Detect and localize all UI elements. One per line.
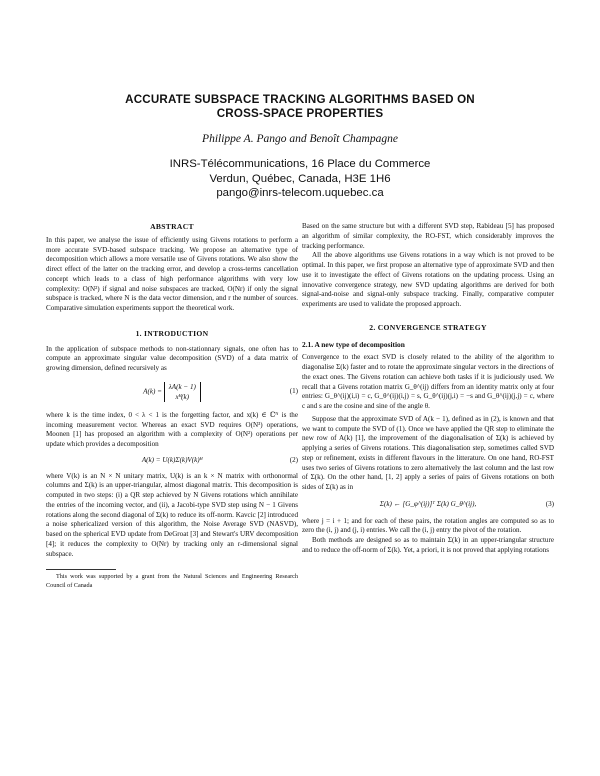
intro-paragraph-2: where k is the time index, 0 < λ < 1 is the forgetting factor, and x(k) ∈ ℂᴺ is the incoming measurement vector. Whereas an exact SVD requires O(N³) operations, Moonen [1] has proposed an algorithm with a complexity of O(N²) operations per update which provides a decomposition <box>46 410 298 448</box>
abstract-text: In this paper, we analyse the issue of efficiently using Givens rotations to perform a more accurate SVD-based subspace tracking. We propose an alternative type of decomposition which allows a more versatile use of Givens rotations. We also show the direct effect of the latter on the tracking error, and develop a cross-terms cancellation concept which leads to a class of high performance algorithms with very low complexity: O(N²) if signal and noise subspaces are tracked, O(Nr) if only the signal subspace is tracked, where N is the data vector dimension, and r the number of sources. Comparative simulation experiments support the theoretical work. <box>46 235 298 312</box>
paper-title <box>0 93 600 121</box>
right-paragraph-3: Convergence to the exact SVD is closely related to the ability of the algorithm to diagonalise Σ(k) faster and to rotate the approximate singular vectors in the directions of the exact ones. The Givens rotation can achieve both tasks if it is judiciously used. We recall that a Givens rotation matrix G_θ^(ij) differs from an identity matrix only at four entries: G_θ^(ij)(i,i) = c, G_θ^(ij)(i,j) = s, G_θ^(ij)(j,i) = −s and G_θ^(ij)(j,j) = c, where c and s are the cosine and sine of the angle θ. <box>302 353 554 410</box>
equation-1-number: (1) <box>289 386 298 395</box>
intro-paragraph-1: In the application of subspace methods to non-stationnary signals, one often has to compute an approximate singular value decomposition (SVD) of a data matrix of growing dimension, defined recursively as <box>46 344 298 372</box>
equation-1-matrix <box>164 382 201 402</box>
affiliation <box>0 157 600 201</box>
title-line-2: CROSS-SPACE PROPERTIES <box>216 107 384 120</box>
subsection-2-1-heading: 2.1. A new type of decomposition <box>302 339 405 349</box>
intro-heading: 1. INTRODUCTION <box>135 328 209 338</box>
equation-2-number: (2) <box>289 455 298 464</box>
equation-2 <box>46 456 298 466</box>
equation-3 <box>302 500 554 510</box>
intro-paragraph-3: where V(k) is an N × N unitary matrix, U(k) is an k × N matrix with orthonormal columns and Σ(k) is an upper-triangular, almost diagonal matrix. This decomposition is computed in two steps: (i) a QR step achieved by N Givens rotations which annihilate the entries of the incoming vector, and (ii), a Jacobi-type SVD step using N − 1 Givens rotations along the second diagonal of Σ(k) to reduce its off-norm. Kavcic [2] introduced a noise sphericalized version of this algorithm, the Noise Average SVD (NASVD), based on the spherical EVD update from DeGroat [3] and Stewart's URV decomposition [4]; it reduces the complexity to O(Nr) by tracking only an r-dimensional signal subspace. <box>46 471 298 558</box>
affiliation-email: pango@inrs-telecom.uquebec.ca <box>216 187 384 199</box>
right-paragraph-4: Suppose that the approximate SVD of A(k − 1), defined as in (2), is known and that we want to compute the SVD of (1). Once we have applied the QR step to eliminate the new row of A(k) [1], the improvement of the diagonalisation of Σ(k) is achieved by applying a series of Givens rotations. This diagonalisation step, sometimes called SVD step or refinement, exists in different flavours in the litterature. On one hand, RO-FST uses two series of Givens rotations to zero alternatively the last column and the last row of Σ(k). On the other hand, [1, 2] apply a series of pairs of Givens rotations on both sides of Σ(k) as in <box>302 414 554 491</box>
equation-3-number: (3) <box>545 499 554 508</box>
equation-1 <box>46 382 298 402</box>
footnote-rule <box>46 569 116 570</box>
right-paragraph-1: Based on the same structure but with a different SVD step, Rabideau [5] has proposed an algorithm of similar complexity, the RO-FST, which considerably improves the tracking performance. <box>302 222 554 250</box>
right-paragraph-2: All the above algorithms use Givens rotations in a way which is not proved to be optimal. In this paper, we first propose an alternative type of approximate SVD and then use it to investigate the effect of Givens rotations on the updating process. Using an innovative convergence strategy, new SVD updating algorithms are derived for both signal-and-noise and signal-only subspace tracking. Finally, comparative computer experiments are used to validate the proposed approach. <box>302 251 554 308</box>
authors: Philippe A. Pango and Benoît Champagne <box>202 133 398 145</box>
equation-1-row-1: λA(k − 1) <box>168 382 196 391</box>
abstract-heading: ABSTRACT <box>150 222 194 231</box>
left-column <box>46 222 298 590</box>
title-line-1: ACCURATE SUBSPACE TRACKING ALGORITHMS BASED ON <box>125 93 475 106</box>
right-column <box>302 222 554 556</box>
equation-1-row-2: xᴴ(k) <box>175 392 190 401</box>
right-paragraph-6: Both methods are designed so as to maintain Σ(k) in an upper-triangular structure and to reduce the off-norm of Σ(k). Yet, a priori, it is not proved that applying rotations <box>302 536 554 554</box>
equation-1-lhs: A(k) = <box>143 387 162 396</box>
footnote: This work was supported by a grant from the Natural Sciences and Engineering Research Council of Canada <box>46 573 298 589</box>
equation-3-body: Σ(k) ← [G_φ^(ij)]ᵀ Σ(k) G_θ^(ij), <box>379 499 477 508</box>
affiliation-line-2: Verdun, Québec, Canada, H3E 1H6 <box>209 172 391 185</box>
equation-2-body: A(k) = U(k)Σ(k)V(k)ᴴ <box>141 455 203 464</box>
right-paragraph-5: where j = i + 1; and for each of these pairs, the rotation angles are computed so as to zero the (i, j) and (j, i) entries. We call the (i, j) entry the pivot of the rotation. <box>302 516 554 535</box>
section-2-heading: 2. CONVERGENCE STRATEGY <box>369 322 487 332</box>
affiliation-line-1: INRS-Télécommunications, 16 Place du Commerce <box>169 158 431 170</box>
